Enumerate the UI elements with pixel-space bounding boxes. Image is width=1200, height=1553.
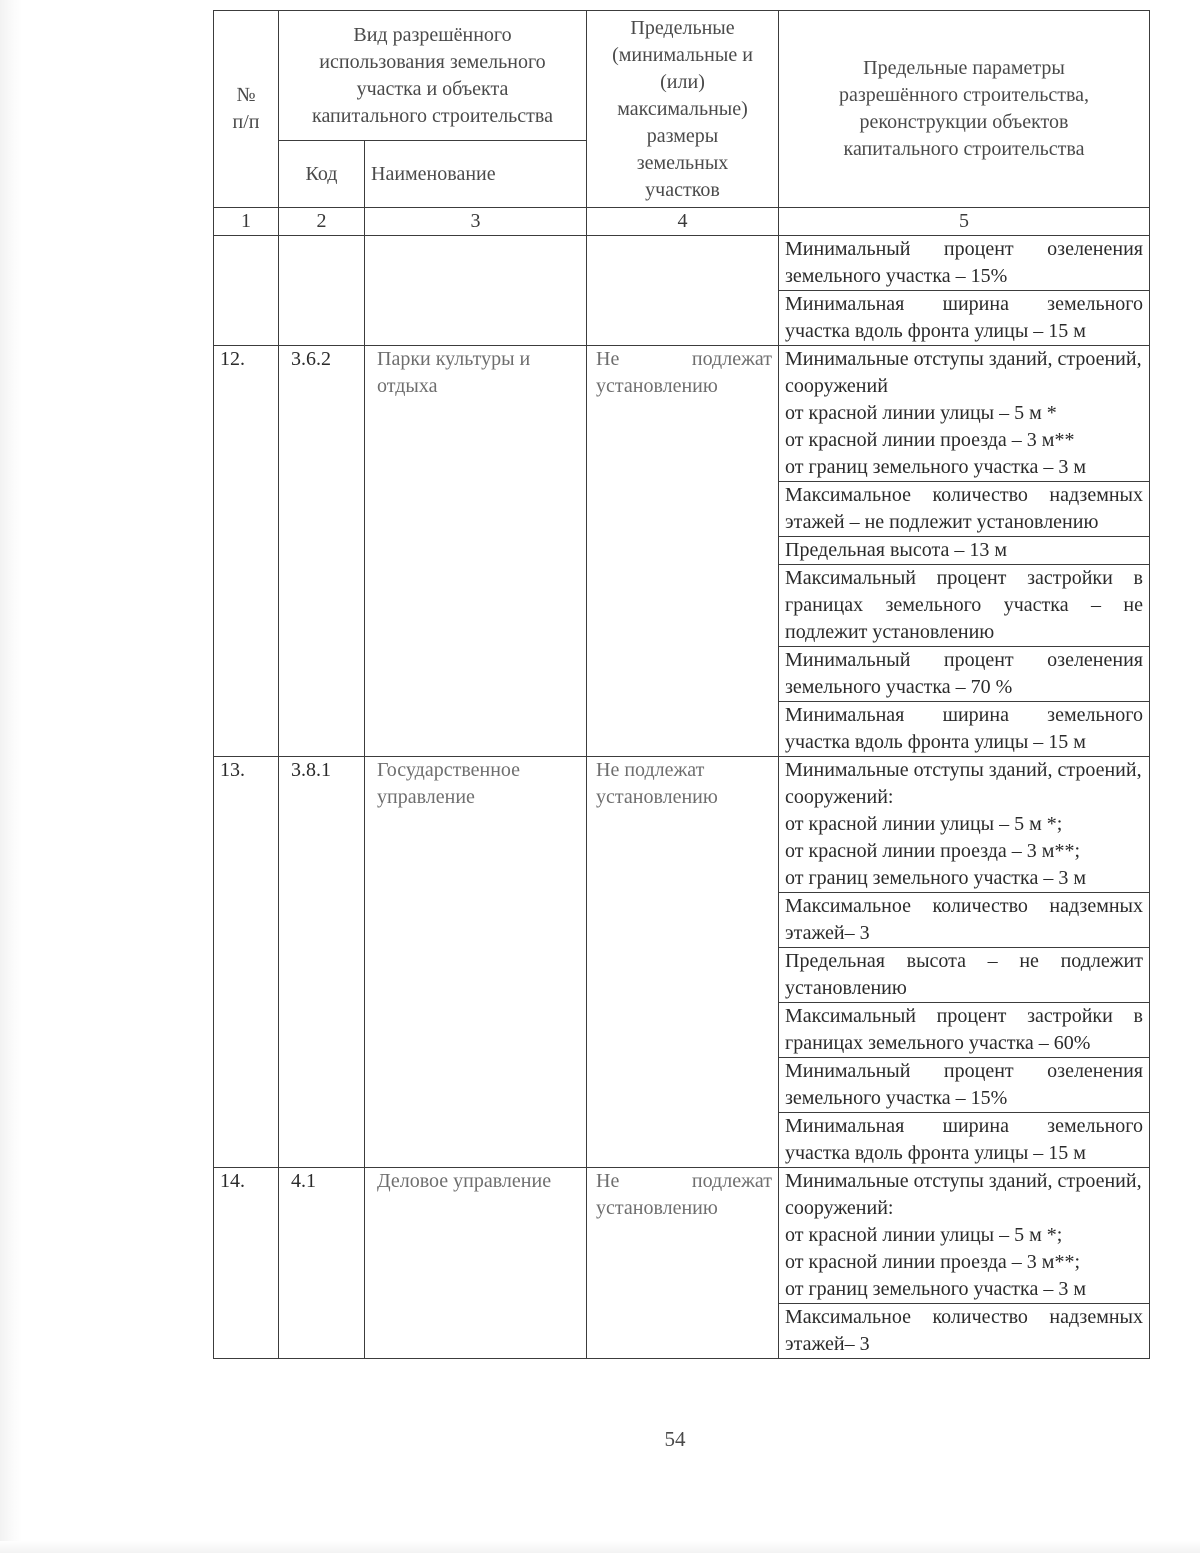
row-code: 3.8.1: [279, 757, 365, 1168]
empty-cell: [365, 236, 587, 346]
row-name: Государственное управление: [365, 757, 587, 1168]
header-params: Предельные параметры разрешённого строительства, реконструкции объектов капитального строительства: [779, 11, 1150, 208]
row-code: 3.6.2: [279, 346, 365, 757]
row-sizes: Не подлежат установлению: [587, 757, 779, 1168]
param-cell: Минимальные отступы зданий, строений, сооружений от красной линии улицы – 5 м * от красной линии проезда – 3 м** от границ земельного участка – 3 м: [779, 346, 1150, 482]
empty-cell: [587, 236, 779, 346]
row-code: 4.1: [279, 1168, 365, 1359]
regulations-table: [213, 10, 1150, 1359]
param-cell: Минимальные отступы зданий, строений, сооружений: от красной линии улицы – 5 м *; от красной линии проезда – 3 м**; от границ земельного участка – 3 м: [779, 757, 1150, 893]
param-cell: Максимальное количество надземных этажей– 3: [779, 1304, 1150, 1359]
param-cell: Предельная высота – не подлежит установлению: [779, 948, 1150, 1003]
empty-cell: [279, 236, 365, 346]
table-row: [214, 1168, 1150, 1304]
param-cell: Минимальная ширина земельного участка вдоль фронта улицы – 15 м: [779, 702, 1150, 757]
row-number: 12.: [214, 346, 279, 757]
row-name: Парки культуры и отдыха: [365, 346, 587, 757]
table-row: [214, 236, 1150, 291]
page-number: 54: [664, 1427, 686, 1451]
header-name: Наименование: [365, 141, 587, 208]
table-row: [214, 346, 1150, 482]
param-cell: Предельная высота – 13 м: [779, 537, 1150, 565]
param-cell: Максимальный процент застройки в границах земельного участка – 60%: [779, 1003, 1150, 1058]
param-cell: Максимальное количество надземных этажей– 3: [779, 893, 1150, 948]
param-cell: Максимальный процент застройки в границах земельного участка – не подлежит установлению: [779, 565, 1150, 647]
column-number: 2: [279, 208, 365, 236]
param-cell: Минимальный процент озеленения земельного участка – 15%: [779, 1058, 1150, 1113]
param-cell: Минимальная ширина земельного участка вдоль фронта улицы – 15 м: [779, 291, 1150, 346]
param-cell: Минимальный процент озеленения земельного участка – 70 %: [779, 647, 1150, 702]
header-num: № п/п: [214, 11, 279, 208]
row-number: 14.: [214, 1168, 279, 1359]
table-row: [214, 757, 1150, 893]
header-use-type: Вид разрешённого использования земельного участка и объекта капитального строительства: [279, 11, 587, 141]
header-code: Код: [279, 141, 365, 208]
param-cell: Максимальное количество надземных этажей – не подлежит установлению: [779, 482, 1150, 537]
param-cell: Минимальные отступы зданий, строений, сооружений: от красной линии улицы – 5 м *; от красной линии проезда – 3 м**; от границ земельного участка – 3 м: [779, 1168, 1150, 1304]
header-sizes: Предельные (минимальные и (или) максимальные) размеры земельных участков: [587, 11, 779, 208]
column-number: 4: [587, 208, 779, 236]
param-cell: Минимальная ширина земельного участка вдоль фронта улицы – 15 м: [779, 1113, 1150, 1168]
row-sizes: Не подлежат установлению: [587, 346, 779, 757]
row-number: 13.: [214, 757, 279, 1168]
column-number: 3: [365, 208, 587, 236]
scan-edge-shadow: [0, 0, 22, 1553]
empty-cell: [214, 236, 279, 346]
column-number: 1: [214, 208, 279, 236]
row-sizes: Не подлежат установлению: [587, 1168, 779, 1359]
scan-bottom-shadow: [0, 1541, 1200, 1553]
row-name: Деловое управление: [365, 1168, 587, 1359]
column-number: 5: [779, 208, 1150, 236]
param-cell: Минимальный процент озеленения земельного участка – 15%: [779, 236, 1150, 291]
